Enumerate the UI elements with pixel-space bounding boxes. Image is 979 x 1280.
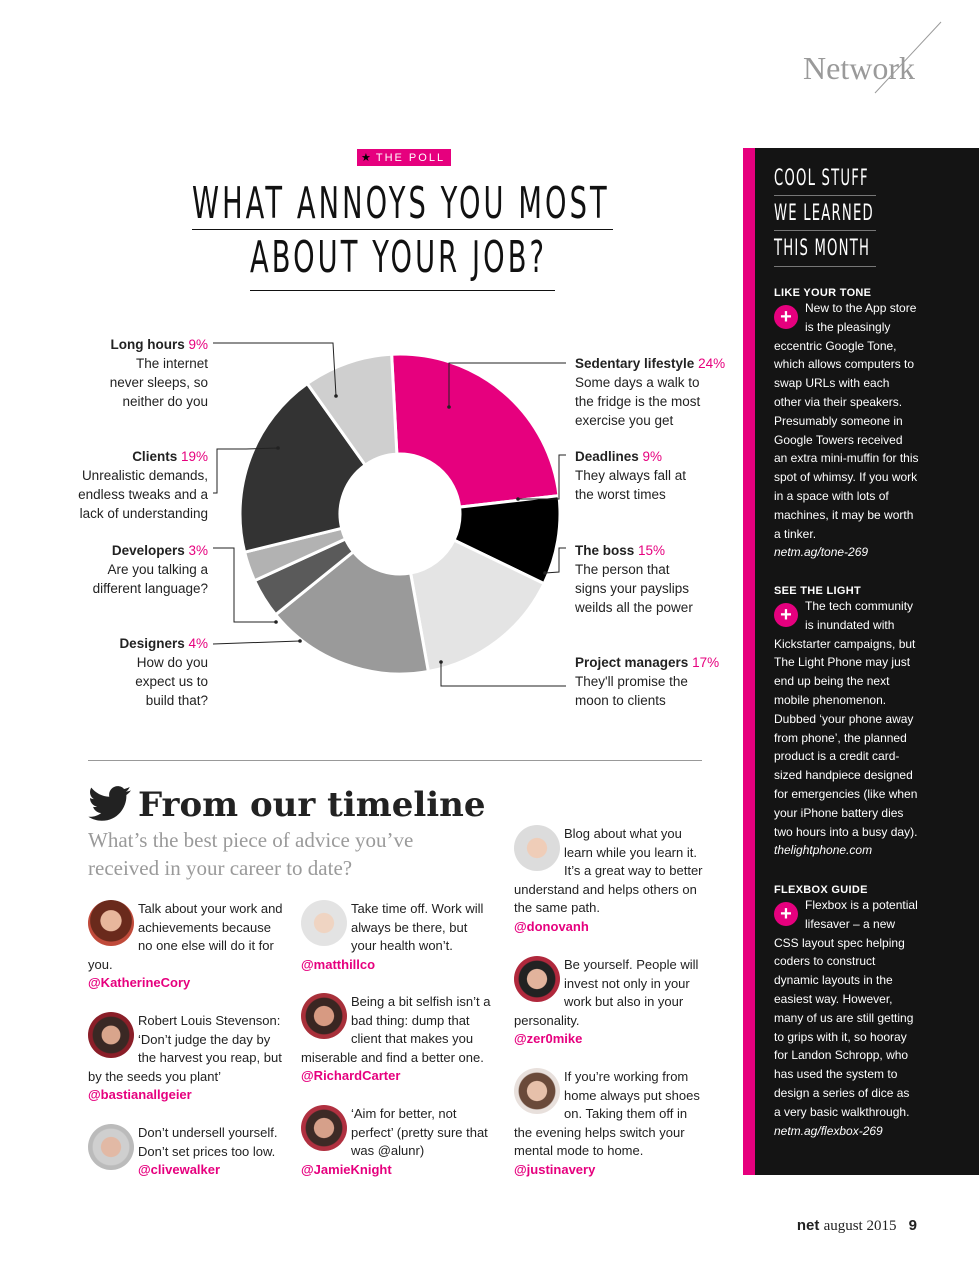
sidebar-accent-bar [743, 148, 755, 1175]
plus-icon: + [774, 902, 798, 926]
tweet-item [88, 900, 288, 993]
sidebar-item-link[interactable]: thelightphone.com [774, 843, 873, 858]
tweet-item [514, 1068, 704, 1180]
poll-tag-label: THE POLL [375, 152, 446, 164]
tweet-handle[interactable]: @JamieKnight [301, 1161, 392, 1177]
avatar [514, 956, 560, 1002]
sidebar-title-line1: COOL STUFF [774, 166, 869, 191]
tweet-item [301, 993, 491, 1086]
tweet-handle[interactable]: @KatherineCory [88, 975, 191, 991]
tweet-item [514, 956, 704, 1049]
sidebar-title-rule [774, 230, 876, 231]
timeline-heading: From our timeline [138, 785, 486, 825]
footer-date: august 2015 [823, 1218, 897, 1234]
tweet-text: Talk about your work and achievements because no one else will do it for you. [88, 901, 283, 972]
tweet-handle[interactable]: @RichardCarter [301, 1068, 401, 1084]
timeline-subheading: What’s the best piece of advice you’ve received in your career to date? [88, 828, 414, 880]
leader-designers [213, 641, 300, 644]
sidebar-item [774, 585, 924, 860]
leader-pm [441, 662, 566, 686]
sidebar-item-heading: LIKE YOUR TONE [774, 287, 872, 299]
donut-slice-sedentary-lifestyle [392, 354, 559, 507]
tweet-item [88, 1124, 288, 1180]
label-developers: Developers 3% Are you talking a different language? [92, 543, 208, 596]
sidebar-item-link[interactable]: netm.ag/tone-269 [774, 545, 869, 560]
sidebar-cool-stuff [755, 148, 979, 1175]
label-clients: Clients 19% Unrealistic demands, endless tweaks and a lack of understanding [78, 449, 208, 521]
star-icon: ★ [361, 152, 373, 164]
header-slash-decoration [873, 20, 943, 95]
label-sedentary: Sedentary lifestyle 24% Some days a walk to the fridge is the most exercise you get [575, 356, 726, 428]
sidebar-item-body: New to the App store is the pleasingly eccentric Google Tone, which allows computers to swap URLs with each other via their speakers. Presumably someone in Google Towers received an extra mini-muffin for this spot of whimsy. If you work in a space with lots of machines, it may be worth a tinker. [774, 301, 919, 541]
tweet-handle[interactable]: @clivewalker [138, 1162, 221, 1178]
sidebar-title-rule [774, 266, 876, 267]
poll-title-line2: ABOUT YOUR JOB? [250, 232, 548, 283]
avatar [301, 900, 347, 946]
tweet-text: Be yourself. People will invest not only in your work but also in your personality. [514, 957, 699, 1028]
avatar [301, 993, 347, 1039]
sidebar-title-line3: THIS MONTH [774, 236, 871, 261]
label-designers: Designers 4% How do you expect us to build that? [119, 636, 208, 708]
tweet-text: Take time off. Work will always be there, but your health won’t. [351, 901, 484, 954]
label-long-hours: Long hours 9% The internet never sleeps, so neither do you [109, 337, 208, 409]
tweet-handle[interactable]: @matthillco [301, 956, 376, 972]
label-boss: The boss 15% The person that signs your payslips weilds all the power [575, 543, 693, 615]
tweet-text: If you’re working from home always put shoes on. Taking them off in the evening helps switch your mental mode to home. [514, 1069, 700, 1159]
tweet-handle[interactable]: @donovanh [514, 918, 589, 934]
avatar [88, 1012, 134, 1058]
title-rule [192, 229, 613, 230]
section-title: Network [803, 50, 915, 86]
twitter-bird-icon [88, 786, 132, 822]
sidebar-title-rule [774, 195, 876, 196]
title-rule [250, 290, 555, 291]
sidebar-item-heading: SEE THE LIGHT [774, 585, 862, 597]
sidebar-item-body: Flexbox is a potential lifesaver – a new CSS layout spec helping coders to construct dynamic layouts in the easiest way. However, many of us are still getting to grips with it, so hooray for Landon Schropp, who has used the system to design a series of dice as a very basic walkthrough. [774, 898, 918, 1119]
avatar [88, 1124, 134, 1170]
plus-icon: + [774, 305, 798, 329]
tweet-text: Don’t undersell yourself. Don’t set prices too low. [138, 1125, 278, 1159]
footer-brand: net [796, 1217, 820, 1234]
sidebar-item-body: The tech community is inundated with Kickstarter campaigns, but The Light Phone may just end up being the next mobile phenomenon. Dubbed ‘your phone away from phone’, the planned product is a credit card-sized handpiece designed for emergencies (like when your iPhone battery dies two hours into a busy day). [774, 599, 918, 839]
tweet-item [88, 1012, 288, 1105]
poll-title-line1: WHAT ANNOYS YOU MOST [192, 178, 610, 229]
tweet-text: ‘Aim for better, not perfect’ (pretty sure that was @alunr) [351, 1106, 488, 1159]
page-number: 9 [908, 1217, 917, 1234]
tweet-item [301, 1105, 491, 1179]
tweet-item [301, 900, 491, 974]
tweet-text: Robert Louis Stevenson: ‘Don’t judge the day by the harvest you reap, but by the seeds you plant’ [88, 1013, 282, 1084]
avatar [514, 1068, 560, 1114]
sidebar-item [774, 884, 924, 1140]
tweet-text: Blog about what you learn while you learn it. It’s a great way to better understand and helps others on the same path. [514, 826, 703, 916]
tweet-item [514, 825, 704, 937]
poll-tag [357, 149, 451, 166]
tweet-handle[interactable]: @bastianallgeier [88, 1087, 192, 1103]
sidebar-title-line2: WE LEARNED [774, 201, 874, 226]
label-project-managers: Project managers 17% They'll promise the moon to clients [575, 655, 720, 708]
page-footer [797, 1217, 917, 1235]
avatar [301, 1105, 347, 1151]
label-deadlines: Deadlines 9% They always fall at the worst times [575, 449, 687, 502]
avatar [88, 900, 134, 946]
section-divider [88, 760, 702, 761]
plus-icon: + [774, 603, 798, 627]
sidebar-item-link[interactable]: netm.ag/flexbox-269 [774, 1123, 883, 1138]
tweet-handle[interactable]: @justinavery [514, 1161, 596, 1177]
sidebar-item [774, 287, 924, 562]
tweet-text: Being a bit selfish isn’t a bad thing: dump that client that makes you miserable and find a better one. [301, 994, 491, 1065]
avatar [514, 825, 560, 871]
tweet-handle[interactable]: @zer0mike [514, 1031, 583, 1047]
sidebar-item-heading: FLEXBOX GUIDE [774, 884, 868, 896]
